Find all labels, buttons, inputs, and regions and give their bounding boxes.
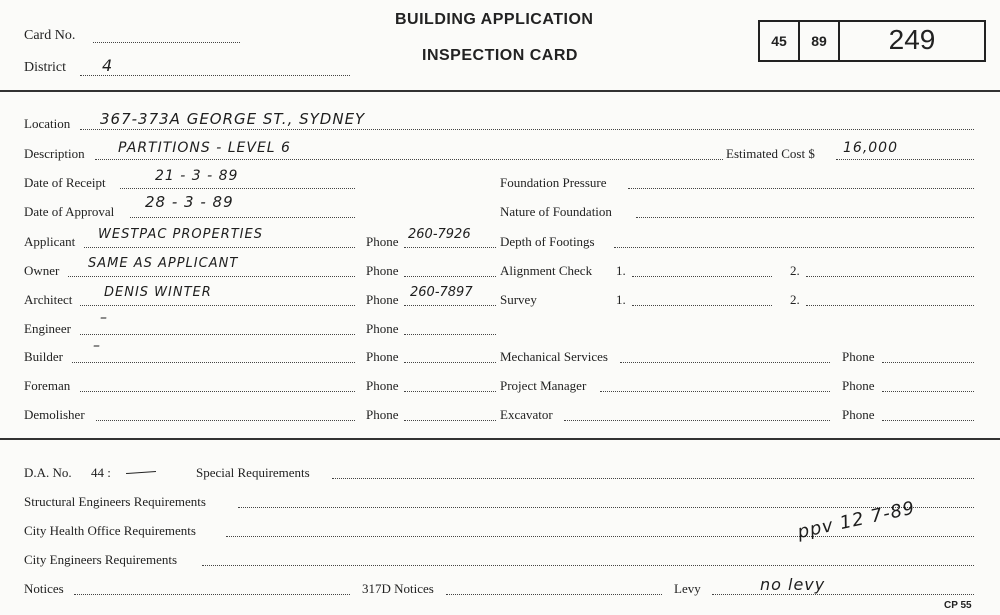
- applicant-label: Applicant: [24, 234, 76, 249]
- mechanical-label: Mechanical Services: [500, 349, 608, 364]
- architect-phone-line: [404, 305, 496, 306]
- estimated-cost-value: 16,000: [843, 140, 898, 156]
- section-divider: [0, 438, 1000, 440]
- notices-317d-line: [446, 594, 662, 595]
- builder-value: –: [93, 338, 101, 354]
- demolisher-phone-line: [404, 420, 496, 421]
- district-value: 4: [102, 56, 114, 75]
- card-no-label: Card No.: [24, 28, 76, 43]
- foreman-phone-label: Phone: [366, 378, 399, 393]
- foundation-pressure-label: Foundation Pressure: [500, 175, 607, 190]
- location-line: [80, 129, 974, 130]
- levy-label: Levy: [674, 581, 701, 596]
- special-req-line: [332, 478, 974, 479]
- header-divider: [0, 90, 1000, 92]
- mechanical-phone-label: Phone: [842, 349, 875, 364]
- form-code: CP 55: [944, 600, 972, 611]
- date-approval-label: Date of Approval: [24, 204, 115, 219]
- project-manager-line: [600, 391, 830, 392]
- city-health-line: [226, 536, 974, 537]
- applicant-value: WESTPAC PROPERTIES: [98, 227, 263, 242]
- excavator-phone-label: Phone: [842, 407, 875, 422]
- box-cell-b: 89: [811, 33, 827, 49]
- alignment-1-label: 1.: [616, 263, 626, 278]
- foreman-phone-line: [404, 391, 496, 392]
- title-line-1: BUILDING APPLICATION: [395, 11, 594, 28]
- owner-line: [68, 276, 355, 277]
- alignment-2-line: [806, 276, 974, 277]
- district-line: [80, 75, 350, 76]
- owner-phone-line: [404, 276, 496, 277]
- description-line: [95, 159, 723, 160]
- handwritten-approval-note: ppv 12 7-89: [795, 497, 918, 543]
- engineer-label: Engineer: [24, 321, 71, 336]
- engineer-phone-line: [404, 334, 496, 335]
- depth-footings-line: [614, 247, 974, 248]
- survey-label: Survey: [500, 292, 537, 307]
- notices-317d-label: 317D Notices: [362, 581, 434, 596]
- card-no-line: [93, 42, 240, 43]
- box-cell-a: 45: [771, 33, 787, 49]
- demolisher-line: [96, 420, 355, 421]
- district-label: District: [24, 60, 66, 75]
- engineer-phone-label: Phone: [366, 321, 399, 336]
- alignment-check-label: Alignment Check: [500, 263, 593, 278]
- notices-label: Notices: [24, 581, 64, 596]
- estimated-cost-line: [836, 159, 974, 160]
- city-engineers-line: [202, 565, 974, 566]
- city-health-label: City Health Office Requirements: [24, 523, 196, 538]
- architect-line: [80, 305, 355, 306]
- survey-2-label: 2.: [790, 292, 800, 307]
- foreman-label: Foreman: [24, 378, 71, 393]
- description-value: PARTITIONS - LEVEL 6: [118, 140, 291, 156]
- survey-1-line: [632, 305, 772, 306]
- title-line-2: INSPECTION CARD: [422, 47, 578, 64]
- mechanical-line: [620, 362, 830, 363]
- builder-phone-label: Phone: [366, 349, 399, 364]
- description-label: Description: [24, 146, 85, 161]
- notices-line: [74, 594, 350, 595]
- applicant-phone-line: [404, 247, 496, 248]
- survey-1-label: 1.: [616, 292, 626, 307]
- date-receipt-line: [120, 188, 355, 189]
- alignment-1-line: [632, 276, 772, 277]
- owner-label: Owner: [24, 263, 60, 278]
- builder-phone-line: [404, 362, 496, 363]
- applicant-line: [84, 247, 355, 248]
- project-manager-phone-label: Phone: [842, 378, 875, 393]
- nature-foundation-line: [636, 217, 974, 218]
- applicant-phone-label: Phone: [366, 234, 399, 249]
- da-no-dash: [126, 471, 156, 474]
- architect-value: DENIS WINTER: [104, 285, 212, 300]
- excavator-label: Excavator: [500, 407, 553, 422]
- da-no-label: D.A. No.: [24, 465, 72, 480]
- date-receipt-value: 21 - 3 - 89: [155, 168, 239, 184]
- excavator-line: [564, 420, 830, 421]
- nature-foundation-label: Nature of Foundation: [500, 204, 612, 219]
- demolisher-label: Demolisher: [24, 407, 85, 422]
- foreman-line: [80, 391, 355, 392]
- structural-label: Structural Engineers Requirements: [24, 494, 206, 509]
- date-approval-value: 28 - 3 - 89: [145, 193, 234, 211]
- depth-footings-label: Depth of Footings: [500, 234, 595, 249]
- date-approval-line: [130, 217, 355, 218]
- owner-phone-label: Phone: [366, 263, 399, 278]
- architect-phone-label: Phone: [366, 292, 399, 307]
- foundation-pressure-line: [628, 188, 974, 189]
- location-label: Location: [24, 116, 71, 131]
- demolisher-phone-label: Phone: [366, 407, 399, 422]
- builder-line: [72, 362, 355, 363]
- city-engineers-label: City Engineers Requirements: [24, 552, 178, 567]
- levy-line: [712, 594, 974, 595]
- da-no-value: 44 :: [91, 465, 111, 480]
- estimated-cost-label: Estimated Cost $: [726, 146, 815, 161]
- architect-phone-value: 260-7897: [410, 285, 473, 300]
- excavator-phone-line: [882, 420, 974, 421]
- date-receipt-label: Date of Receipt: [24, 175, 106, 190]
- survey-2-line: [806, 305, 974, 306]
- builder-label: Builder: [24, 349, 63, 364]
- owner-value: SAME AS APPLICANT: [88, 256, 239, 271]
- levy-value: no levy: [760, 575, 826, 594]
- location-value: 367-373A GEORGE ST., SYDNEY: [100, 110, 366, 128]
- engineer-value: –: [100, 310, 108, 326]
- applicant-phone-value: 260-7926: [408, 227, 471, 242]
- alignment-2-label: 2.: [790, 263, 800, 278]
- architect-label: Architect: [24, 292, 73, 307]
- special-req-label: Special Requirements: [196, 465, 310, 480]
- project-manager-phone-line: [882, 391, 974, 392]
- mechanical-phone-line: [882, 362, 974, 363]
- project-manager-label: Project Manager: [500, 378, 587, 393]
- box-number: 249: [888, 24, 936, 55]
- engineer-line: [80, 334, 355, 335]
